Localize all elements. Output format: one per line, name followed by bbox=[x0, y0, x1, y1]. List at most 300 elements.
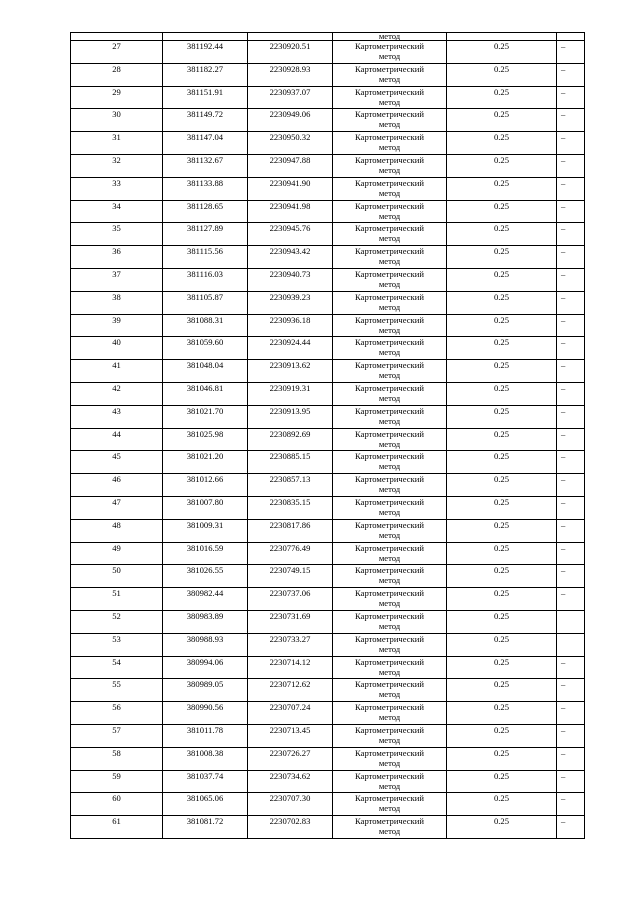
cell-y: 2230947.88 bbox=[248, 154, 333, 177]
method-line-2: метод bbox=[378, 370, 401, 381]
cell-y: 2230919.31 bbox=[248, 382, 333, 405]
table-row bbox=[71, 610, 585, 633]
cell-y: 2230726.27 bbox=[248, 747, 333, 770]
cell-number: 51 bbox=[71, 588, 163, 611]
cell-accuracy: 0.25 bbox=[447, 132, 557, 155]
cell-y: 2230857.13 bbox=[248, 474, 333, 497]
method-line-1: Картометрический bbox=[355, 154, 424, 165]
method-line-2: метод bbox=[378, 324, 401, 335]
cell-x: 381081.72 bbox=[163, 816, 248, 839]
cell-y: 2230749.15 bbox=[248, 565, 333, 588]
cell-note: – bbox=[557, 246, 585, 269]
method-line-1: Картометрический bbox=[355, 382, 424, 393]
cell-x: 381021.70 bbox=[163, 405, 248, 428]
cell-accuracy: 0.25 bbox=[447, 496, 557, 519]
method-line-1: Картометрический bbox=[355, 816, 424, 827]
method-line-1: Картометрический bbox=[355, 633, 424, 644]
cell-accuracy: 0.25 bbox=[447, 86, 557, 109]
cell-y: 2230885.15 bbox=[248, 451, 333, 474]
cell-note: – bbox=[557, 382, 585, 405]
cell-x: 381048.04 bbox=[163, 360, 248, 383]
method-line-2: метод bbox=[378, 484, 401, 495]
cell-y: 2230734.62 bbox=[248, 770, 333, 793]
cell-number: 52 bbox=[71, 610, 163, 633]
cell-y: 2230913.95 bbox=[248, 405, 333, 428]
method-line-1: Картометрический bbox=[355, 656, 424, 667]
method-line-1: Картометрический bbox=[355, 588, 424, 599]
method-line-1: Картометрический bbox=[355, 109, 424, 120]
cell-method bbox=[333, 633, 447, 656]
cell-number: 54 bbox=[71, 656, 163, 679]
cell-note: – bbox=[557, 474, 585, 497]
cell-number bbox=[71, 33, 163, 41]
cell-method bbox=[333, 337, 447, 360]
cell-method bbox=[333, 223, 447, 246]
coordinates-table bbox=[70, 32, 585, 839]
cell-number: 27 bbox=[71, 41, 163, 64]
cell-x: 381151.91 bbox=[163, 86, 248, 109]
cell-note: – bbox=[557, 132, 585, 155]
cell-number: 43 bbox=[71, 405, 163, 428]
table-row bbox=[71, 291, 585, 314]
cell-accuracy: 0.25 bbox=[447, 793, 557, 816]
cell-y: 2230924.44 bbox=[248, 337, 333, 360]
method-line-2: метод bbox=[378, 301, 401, 312]
cell-number: 42 bbox=[71, 382, 163, 405]
cell-number: 46 bbox=[71, 474, 163, 497]
cell-note: – bbox=[557, 747, 585, 770]
cell-x: 380994.06 bbox=[163, 656, 248, 679]
cell-method bbox=[333, 724, 447, 747]
cell-accuracy: 0.25 bbox=[447, 474, 557, 497]
method-line-2: метод bbox=[378, 734, 401, 745]
cell-x: 381037.74 bbox=[163, 770, 248, 793]
table-row bbox=[71, 268, 585, 291]
cell-x: 381059.60 bbox=[163, 337, 248, 360]
cell-y: 2230943.42 bbox=[248, 246, 333, 269]
cell-method bbox=[333, 428, 447, 451]
cell-x: 381009.31 bbox=[163, 519, 248, 542]
cell-accuracy: 0.25 bbox=[447, 542, 557, 565]
method-line-2: метод bbox=[378, 233, 401, 244]
table-row bbox=[71, 132, 585, 155]
cell-number: 56 bbox=[71, 702, 163, 725]
cell-note: – bbox=[557, 565, 585, 588]
cell-x: 381149.72 bbox=[163, 109, 248, 132]
cell-number: 48 bbox=[71, 519, 163, 542]
cell-method bbox=[333, 610, 447, 633]
method-line-2: метод bbox=[378, 415, 401, 426]
cell-note bbox=[557, 610, 585, 633]
method-line-1: Картометрический bbox=[355, 223, 424, 234]
cell-number: 53 bbox=[71, 633, 163, 656]
cell-accuracy: 0.25 bbox=[447, 314, 557, 337]
cell-accuracy: 0.25 bbox=[447, 656, 557, 679]
cell-method bbox=[333, 816, 447, 839]
cell-x: 381115.56 bbox=[163, 246, 248, 269]
cell-accuracy: 0.25 bbox=[447, 63, 557, 86]
cell-method bbox=[333, 132, 447, 155]
cell-note: – bbox=[557, 405, 585, 428]
cell-x bbox=[163, 33, 248, 41]
cell-y: 2230707.30 bbox=[248, 793, 333, 816]
cell-number: 37 bbox=[71, 268, 163, 291]
method-line-2: метод bbox=[378, 666, 401, 677]
cell-note: – bbox=[557, 451, 585, 474]
continuation-row bbox=[71, 33, 585, 41]
table-row bbox=[71, 793, 585, 816]
cell-number: 55 bbox=[71, 679, 163, 702]
cell-y: 2230928.93 bbox=[248, 63, 333, 86]
method-line-2: метод bbox=[378, 164, 401, 175]
cell-y: 2230949.06 bbox=[248, 109, 333, 132]
method-line-2: метод bbox=[378, 73, 401, 84]
cell-accuracy: 0.25 bbox=[447, 268, 557, 291]
cell-note: – bbox=[557, 86, 585, 109]
cell-number: 38 bbox=[71, 291, 163, 314]
table-row bbox=[71, 816, 585, 839]
cell-accuracy: 0.25 bbox=[447, 41, 557, 64]
method-line-1: Картометрический bbox=[355, 314, 424, 325]
cell-x: 381105.87 bbox=[163, 291, 248, 314]
cell-x: 381025.98 bbox=[163, 428, 248, 451]
method-line-1: Картометрический bbox=[355, 200, 424, 211]
cell-accuracy: 0.25 bbox=[447, 519, 557, 542]
cell-accuracy: 0.25 bbox=[447, 679, 557, 702]
method-line-1: Картометрический bbox=[355, 770, 424, 781]
cell-x: 381065.06 bbox=[163, 793, 248, 816]
cell-number: 36 bbox=[71, 246, 163, 269]
table-row bbox=[71, 474, 585, 497]
method-line-2: метод bbox=[378, 712, 401, 723]
table-row bbox=[71, 337, 585, 360]
method-line-1: Картометрический bbox=[355, 246, 424, 257]
cell-accuracy: 0.25 bbox=[447, 200, 557, 223]
method-line-1: Картометрический bbox=[355, 405, 424, 416]
method-line-2: метод bbox=[378, 187, 401, 198]
cell-x: 380990.56 bbox=[163, 702, 248, 725]
cell-x: 381012.66 bbox=[163, 474, 248, 497]
method-line-1: Картометрический bbox=[355, 793, 424, 804]
method-line-1: Картометрический bbox=[355, 337, 424, 348]
cell-x: 381011.78 bbox=[163, 724, 248, 747]
cell-number: 61 bbox=[71, 816, 163, 839]
cell-number: 28 bbox=[71, 63, 163, 86]
cell-x: 380988.93 bbox=[163, 633, 248, 656]
method-line-2: метод bbox=[378, 278, 401, 289]
cell-method bbox=[333, 793, 447, 816]
method-line-1: Картометрический bbox=[355, 177, 424, 188]
cell-y: 2230941.90 bbox=[248, 177, 333, 200]
cell-note: – bbox=[557, 223, 585, 246]
cell-number: 57 bbox=[71, 724, 163, 747]
table-row bbox=[71, 770, 585, 793]
cell-method bbox=[333, 291, 447, 314]
cell-number: 40 bbox=[71, 337, 163, 360]
cell-accuracy: 0.25 bbox=[447, 177, 557, 200]
method-line-1: Картометрический bbox=[355, 747, 424, 758]
cell-accuracy: 0.25 bbox=[447, 360, 557, 383]
cell-note: – bbox=[557, 793, 585, 816]
cell-number: 34 bbox=[71, 200, 163, 223]
method-line-2: метод bbox=[378, 438, 401, 449]
cell-y: 2230920.51 bbox=[248, 41, 333, 64]
cell-accuracy: 0.25 bbox=[447, 588, 557, 611]
cell-number: 44 bbox=[71, 428, 163, 451]
table-row bbox=[71, 360, 585, 383]
table-row bbox=[71, 86, 585, 109]
cell-x: 381088.31 bbox=[163, 314, 248, 337]
cell-note: – bbox=[557, 588, 585, 611]
cell-accuracy: 0.25 bbox=[447, 154, 557, 177]
method-line-2: метод bbox=[378, 506, 401, 517]
cell-note: – bbox=[557, 177, 585, 200]
cell-accuracy: 0.25 bbox=[447, 291, 557, 314]
cell-y: 2230945.76 bbox=[248, 223, 333, 246]
cell-number: 39 bbox=[71, 314, 163, 337]
table-row bbox=[71, 519, 585, 542]
cell-accuracy: 0.25 bbox=[447, 633, 557, 656]
cell-method bbox=[333, 565, 447, 588]
cell-method bbox=[333, 656, 447, 679]
method-line-2: метод bbox=[378, 689, 401, 700]
cell-accuracy: 0.25 bbox=[447, 816, 557, 839]
table-row bbox=[71, 109, 585, 132]
cell-method bbox=[333, 86, 447, 109]
cell-method bbox=[333, 405, 447, 428]
cell-method bbox=[333, 314, 447, 337]
cell-x: 381016.59 bbox=[163, 542, 248, 565]
cell-method bbox=[333, 109, 447, 132]
cell-y: 2230936.18 bbox=[248, 314, 333, 337]
cell-y: 2230817.86 bbox=[248, 519, 333, 542]
method-line-2: метод bbox=[378, 51, 401, 61]
cell-x: 380983.89 bbox=[163, 610, 248, 633]
table-row bbox=[71, 382, 585, 405]
method-line-2: метод bbox=[378, 598, 401, 609]
cell-method bbox=[333, 382, 447, 405]
cell-note: – bbox=[557, 724, 585, 747]
cell-y: 2230737.06 bbox=[248, 588, 333, 611]
cell-y bbox=[248, 33, 333, 41]
cell-note: – bbox=[557, 702, 585, 725]
method-line-2: метод bbox=[378, 643, 401, 654]
method-line-1: Картометрический bbox=[355, 63, 424, 74]
cell-note: – bbox=[557, 109, 585, 132]
method-line-1: Картометрический bbox=[355, 428, 424, 439]
table-row bbox=[71, 633, 585, 656]
method-line-1: Картометрический bbox=[355, 451, 424, 462]
cell-accuracy: 0.25 bbox=[447, 724, 557, 747]
method-line-2: метод bbox=[378, 552, 401, 563]
method-line-1: Картометрический bbox=[355, 268, 424, 279]
cell-method bbox=[333, 519, 447, 542]
method-line-1: Картометрический bbox=[355, 474, 424, 485]
method-line-1: Картометрический bbox=[355, 519, 424, 530]
cell-accuracy bbox=[447, 33, 557, 41]
cell-number: 32 bbox=[71, 154, 163, 177]
cell-note: – bbox=[557, 816, 585, 839]
method-line-2: метод bbox=[378, 461, 401, 472]
cell-x: 381026.55 bbox=[163, 565, 248, 588]
table-row bbox=[71, 63, 585, 86]
cell-method: метод bbox=[333, 33, 447, 41]
cell-note: – bbox=[557, 268, 585, 291]
cell-y: 2230940.73 bbox=[248, 268, 333, 291]
table-row bbox=[71, 565, 585, 588]
cell-x: 380982.44 bbox=[163, 588, 248, 611]
cell-x: 381127.89 bbox=[163, 223, 248, 246]
table-row bbox=[71, 496, 585, 519]
cell-number: 45 bbox=[71, 451, 163, 474]
cell-y: 2230941.98 bbox=[248, 200, 333, 223]
method-line-2: метод bbox=[378, 119, 401, 130]
method-line-1: Картометрический bbox=[355, 496, 424, 507]
cell-number: 31 bbox=[71, 132, 163, 155]
table-row bbox=[71, 747, 585, 770]
cell-number: 47 bbox=[71, 496, 163, 519]
cell-x: 381021.20 bbox=[163, 451, 248, 474]
cell-number: 60 bbox=[71, 793, 163, 816]
cell-note: – bbox=[557, 496, 585, 519]
cell-method bbox=[333, 588, 447, 611]
cell-method bbox=[333, 542, 447, 565]
table-row bbox=[71, 451, 585, 474]
method-line-2: метод bbox=[378, 620, 401, 631]
cell-y: 2230776.49 bbox=[248, 542, 333, 565]
cell-number: 50 bbox=[71, 565, 163, 588]
cell-x: 381128.65 bbox=[163, 200, 248, 223]
table-row bbox=[71, 656, 585, 679]
cell-note bbox=[557, 33, 585, 41]
cell-y: 2230714.12 bbox=[248, 656, 333, 679]
cell-y: 2230939.23 bbox=[248, 291, 333, 314]
method-line-2: метод bbox=[378, 256, 401, 267]
table-row bbox=[71, 223, 585, 246]
table-row bbox=[71, 679, 585, 702]
cell-y: 2230937.07 bbox=[248, 86, 333, 109]
cell-accuracy: 0.25 bbox=[447, 610, 557, 633]
cell-x: 381182.27 bbox=[163, 63, 248, 86]
method-line-1: Картометрический bbox=[355, 565, 424, 576]
cell-method bbox=[333, 702, 447, 725]
cell-note: – bbox=[557, 337, 585, 360]
method-line-2: метод bbox=[378, 210, 401, 221]
cell-accuracy: 0.25 bbox=[447, 451, 557, 474]
cell-y: 2230835.15 bbox=[248, 496, 333, 519]
table-row bbox=[71, 154, 585, 177]
cell-x: 381008.38 bbox=[163, 747, 248, 770]
method-line-1: Картометрический bbox=[355, 132, 424, 143]
method-line-2: метод bbox=[378, 96, 401, 107]
cell-number: 33 bbox=[71, 177, 163, 200]
method-line-1: Картометрический bbox=[355, 291, 424, 302]
cell-accuracy: 0.25 bbox=[447, 702, 557, 725]
cell-note: – bbox=[557, 656, 585, 679]
cell-method bbox=[333, 496, 447, 519]
cell-number: 29 bbox=[71, 86, 163, 109]
cell-y: 2230713.45 bbox=[248, 724, 333, 747]
table-row bbox=[71, 405, 585, 428]
cell-accuracy: 0.25 bbox=[447, 382, 557, 405]
cell-y: 2230892.69 bbox=[248, 428, 333, 451]
cell-note: – bbox=[557, 519, 585, 542]
cell-x: 381046.81 bbox=[163, 382, 248, 405]
cell-note: – bbox=[557, 154, 585, 177]
cell-number: 58 bbox=[71, 747, 163, 770]
cell-note: – bbox=[557, 41, 585, 64]
cell-y: 2230733.27 bbox=[248, 633, 333, 656]
cell-method bbox=[333, 177, 447, 200]
method-line-2: метод bbox=[378, 529, 401, 540]
table-row bbox=[71, 314, 585, 337]
cell-number: 59 bbox=[71, 770, 163, 793]
cell-method bbox=[333, 268, 447, 291]
cell-accuracy: 0.25 bbox=[447, 747, 557, 770]
cell-accuracy: 0.25 bbox=[447, 565, 557, 588]
cell-method bbox=[333, 41, 447, 64]
cell-x: 380989.05 bbox=[163, 679, 248, 702]
cell-accuracy: 0.25 bbox=[447, 223, 557, 246]
cell-number: 41 bbox=[71, 360, 163, 383]
table-row bbox=[71, 428, 585, 451]
method-line-2: метод bbox=[378, 826, 401, 837]
cell-number: 30 bbox=[71, 109, 163, 132]
cell-method bbox=[333, 679, 447, 702]
table-row bbox=[71, 200, 585, 223]
cell-number: 49 bbox=[71, 542, 163, 565]
method-line-1: Картометрический bbox=[355, 702, 424, 713]
cell-accuracy: 0.25 bbox=[447, 405, 557, 428]
cell-number: 35 bbox=[71, 223, 163, 246]
cell-y: 2230913.62 bbox=[248, 360, 333, 383]
cell-note: – bbox=[557, 428, 585, 451]
cell-x: 381192.44 bbox=[163, 41, 248, 64]
method-line-2: метод bbox=[378, 142, 401, 153]
cell-note: – bbox=[557, 63, 585, 86]
method-line-2: метод bbox=[378, 757, 401, 768]
cell-accuracy: 0.25 bbox=[447, 770, 557, 793]
cell-x: 381133.88 bbox=[163, 177, 248, 200]
method-line-1: Картометрический bbox=[355, 86, 424, 97]
cell-method bbox=[333, 360, 447, 383]
cell-note: – bbox=[557, 291, 585, 314]
cell-method bbox=[333, 451, 447, 474]
cell-method bbox=[333, 747, 447, 770]
method-line-1: Картометрический bbox=[355, 610, 424, 621]
method-line-1: Картометрический bbox=[355, 360, 424, 371]
table-row bbox=[71, 542, 585, 565]
cell-accuracy: 0.25 bbox=[447, 428, 557, 451]
cell-x: 381132.67 bbox=[163, 154, 248, 177]
cell-note: – bbox=[557, 314, 585, 337]
table-row bbox=[71, 177, 585, 200]
method-line-1: Картометрический bbox=[355, 41, 424, 51]
method-line-1: Картометрический bbox=[355, 679, 424, 690]
cell-y: 2230707.24 bbox=[248, 702, 333, 725]
cell-method bbox=[333, 63, 447, 86]
cell-note: – bbox=[557, 200, 585, 223]
method-line-2: метод bbox=[378, 392, 401, 403]
cell-note: – bbox=[557, 360, 585, 383]
cell-method bbox=[333, 770, 447, 793]
method-line-2: метод bbox=[378, 575, 401, 586]
cell-note: – bbox=[557, 770, 585, 793]
cell-method bbox=[333, 474, 447, 497]
method-line-2: метод bbox=[378, 803, 401, 814]
cell-method bbox=[333, 154, 447, 177]
coordinates-table-body bbox=[71, 33, 585, 839]
